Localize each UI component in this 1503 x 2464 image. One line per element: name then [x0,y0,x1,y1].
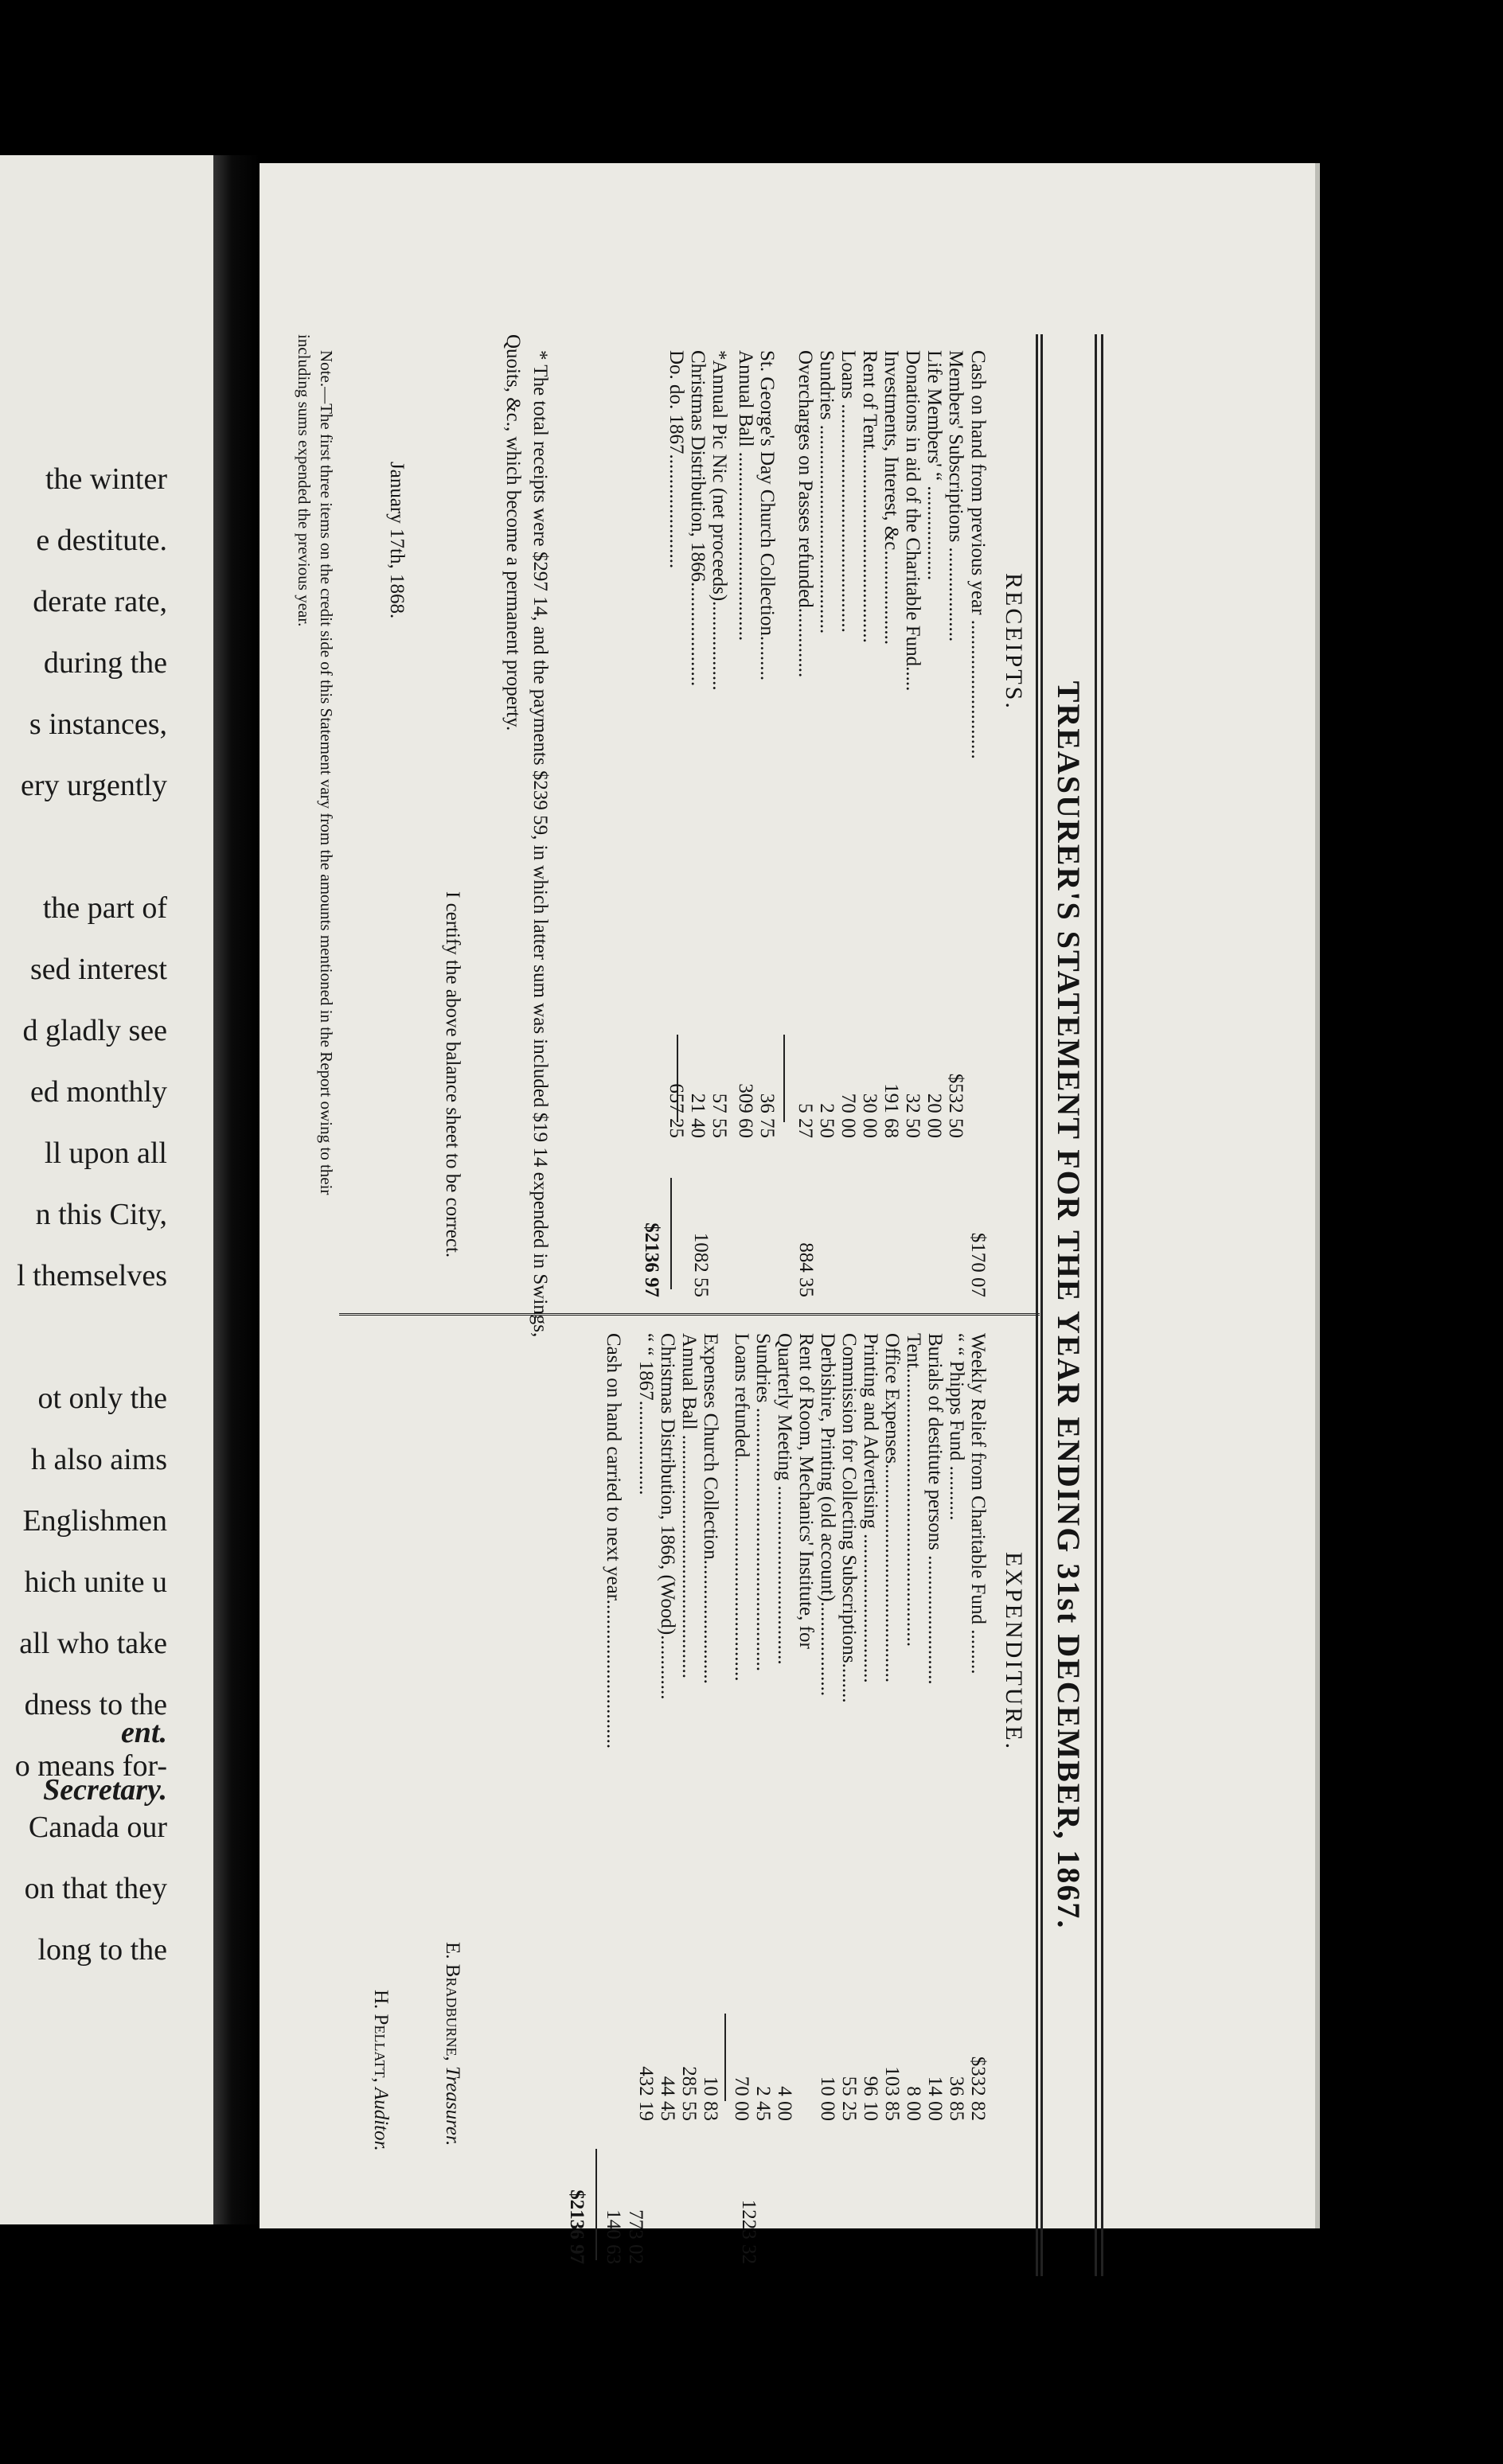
row-amount: 2 45 [752,2086,774,2121]
row-amount: 21 40 [687,1093,709,1138]
row-amount: 4 00 [774,2086,795,2121]
top-rule [1101,334,1103,2276]
statement-row [902,1333,924,2272]
row-label: “ “ 1867................... [635,1333,657,1495]
left-page-line: during the [43,646,167,680]
row-label: “ “ Phipps Fund ........... [946,1333,967,1521]
receipts-grand-total-row [640,350,662,1305]
row-amount: 36 75 [756,1093,778,1138]
row-label: Investments, Interest, &c................... [880,350,902,645]
statement-title: TREASURER'S STATEMENT FOR THE YEAR ENDING 31st DECEMBER, 1867. [1051,680,1087,1930]
expenditure-heading: EXPENDITURE. [1001,1552,1027,1752]
left-page-line: ll upon all [44,1136,167,1170]
row-amount: $332 82 [967,2056,989,2121]
row-amount: 191 68 [880,1083,902,1138]
statement-row [880,350,902,1305]
left-page-line: Englishmen [22,1504,167,1538]
row-amount: 30 00 [859,1093,880,1138]
auditor-signature [369,1990,392,2151]
row-amount: 285 55 [678,2066,700,2121]
left-page-line: Canada our [28,1811,167,1844]
row-label: Loans .............................................. [837,350,859,633]
receipts-heading: RECEIPTS. [1001,573,1027,711]
left-page-line: ot only the [37,1382,167,1415]
left-page-line: long to the [37,1933,167,1967]
receipts-grand-total: $2136 97 [641,1222,662,1297]
certify-text: I certify the above balance sheet to be correct. [442,891,463,1258]
exp-cash-carried-amount: 140 63 [603,2209,624,2264]
exp-cash-carried-label: Cash on hand carried to next year.............................. [603,1333,624,1749]
left-page-line: derate rate, [33,585,167,618]
row-label: Christmas Distribution, 1866..................... [687,350,709,687]
receipt-label: Cash on hand from previous year ............................ [967,350,989,759]
row-label: Sundries ..................................................... [752,1333,774,1671]
statement-row [837,350,859,1305]
statement-row [944,350,966,1305]
auditor-title: Auditor. [370,2087,392,2151]
row-label: Office Expenses............................................ [881,1333,903,1683]
statement-row [677,1333,700,2272]
row-label: Sundries .......................................... [816,350,837,634]
footnote-line-2: Quoits, &c., which become a permanent property. [502,334,524,731]
top-rule-2 [1095,334,1097,2276]
footnote-line-1: * The total receipts were $297 14, and the payments $239 59, in which latter sum was included $19 14 expended in Swings, [529,350,551,1338]
row-amount: 10 00 [817,2076,838,2121]
left-page-line: sed interest [29,953,167,986]
row-label: Christmas Distribution, 1866, (Wood)............. [657,1333,678,1700]
exp-grand-rule [595,2149,597,2260]
statement-row [699,1333,721,2272]
row-label: Rent of Tent....................................... [859,350,880,643]
statement-row [837,1333,860,2272]
statement-row [859,1333,881,2272]
row-amount: 20 00 [923,1093,945,1138]
title-rule-2 [1036,334,1038,2276]
statement-row [656,1333,678,2272]
row-amount: 44 45 [657,2076,678,2121]
receipt-cash-on-hand [966,350,989,1305]
exp-group2-total-row [624,1333,646,2272]
left-page-line: s instances, [29,708,167,741]
receipts-group23-total: 1082 55 [690,1232,712,1297]
left-page-line: ery urgently [21,769,167,802]
auditor-name: H. Pellatt, [370,1990,392,2083]
row-label: Annual Ball ................................................. [678,1333,700,1679]
receipts-group1-rule [783,1035,785,1122]
row-label: Printing and Advertising .............................. [860,1333,881,1683]
row-amount: 36 85 [946,2076,967,2121]
exp-group1-total-row [737,1333,759,2272]
exp-grand-total: $2136 97 [566,2189,588,2264]
left-page-fragment [0,155,213,2224]
row-amount: 103 85 [881,2066,903,2121]
row-amount: 10 83 [700,2076,721,2121]
row-amount: 2 50 [816,1103,837,1138]
treasurer-statement [232,334,1092,2276]
statement-row [923,350,945,1305]
left-page-line: all who take [19,1627,167,1660]
row-label: Expenses Church Collection......................... [700,1333,721,1684]
statement-row [966,1333,989,2272]
left-page-line: h also aims [31,1443,167,1476]
left-page-line: the part of [42,891,167,925]
treasurer-signature [441,1942,463,2146]
left-page-line: ed monthly [29,1075,167,1109]
statement-row [773,1333,795,2272]
statement-row [755,350,778,1305]
row-amount: 432 19 [635,2066,657,2121]
statement-row [665,350,687,1305]
statement-date: January 17th, 1868. [386,462,408,619]
row-label: Quarterly Meeting .................................... [774,1333,795,1665]
row-amount: $532 50 [945,1073,966,1138]
row-amount: 5 27 [794,1103,816,1138]
receipt-total: $170 07 [967,1232,989,1297]
statement-row [880,1333,903,2272]
left-page-line: dness to the [24,1688,167,1721]
receipts-group23-total-row [689,350,712,1305]
row-label: Derbishire, Printing (old account)................... [817,1333,838,1697]
exp-group1-total: 1223 32 [738,2199,759,2264]
exp-cash-carried-row [602,1333,624,2272]
row-label: Loans refunded............................................. [731,1333,752,1682]
row-label: Burials of destitute persons .......................... [924,1333,946,1685]
left-page-line: e destitute. [36,524,167,557]
row-label: Tent........................................................ [903,1333,924,1647]
left-page-line: on that they [24,1872,167,1905]
title-rule [1040,334,1043,2276]
row-label: Life Members' “ ................... [923,350,945,581]
row-label: Overcharges on Passes refunded.............. [794,350,816,678]
row-amount: 8 00 [903,2086,924,2121]
statement-row [815,350,837,1305]
row-label: Weekly Relief from Charitable Fund ......... [967,1333,989,1675]
row-label: Donations in aid of the Charitable Fund..... [902,350,923,692]
row-amount: 57 55 [709,1093,730,1138]
row-label: Do. do. 1867....................... [666,350,687,569]
statement-row [923,1333,946,2272]
left-page-line: o means for- [14,1749,167,1783]
row-amount: 32 50 [902,1093,923,1138]
note-line-2: including sums expended the previous year. [295,334,314,627]
left-page-line: the winter [45,462,167,496]
note-line-1: Note.—The first three items on the credit side of this Statement vary from the amounts mentioned in the Report owing to their [317,350,336,1195]
row-amount: 309 60 [735,1083,756,1138]
row-label: Rent of Room, Mechanics' Institute, for [795,1333,817,1649]
row-amount: 14 00 [924,2076,946,2121]
row-label: Commission for Collecting Subscriptions........ [838,1333,860,1703]
left-page-line: hich unite u [24,1565,167,1599]
statement-row [816,1333,838,2272]
left-page-line: n this City, [35,1198,167,1231]
statement-row [945,1333,967,2272]
row-amount: 70 00 [731,2076,752,2121]
receipts-grand-rule [670,1178,672,1289]
left-page-signature: ent. [120,1716,167,1749]
row-amount: 657 25 [666,1083,687,1138]
row-amount: 55 25 [838,2076,860,2121]
row-label: *Annual Pic Nic (net proceeds).................. [709,350,730,691]
statement-row [858,350,880,1305]
row-amount: 96 10 [860,2076,881,2121]
exp-grand-total-row [565,1333,588,2272]
treasurer-name: E. Bradburne, [442,1942,463,2061]
statement-row [901,350,923,1305]
left-page-line: d gladly see [22,1014,167,1047]
receipts-group1-total-row [794,350,817,1305]
left-page-secretary: Secretary. [43,1773,167,1807]
row-amount: 70 00 [837,1093,859,1138]
statement-row [734,350,756,1305]
receipts-group1-total: 884 35 [795,1242,817,1297]
row-label: Annual Ball ...................................... [735,350,756,641]
statement-row [794,1333,817,2272]
treasurer-title: Treasurer. [442,2065,463,2146]
row-label: St. George's Day Church Collection......... [756,350,778,681]
exp-group2-total: 773 02 [625,2209,646,2264]
row-label: Members' Subscriptions ................... [945,350,966,642]
left-page-line: l themselves [17,1259,167,1292]
exp-group2-rule [724,2014,726,2101]
column-divider [339,1313,1040,1316]
